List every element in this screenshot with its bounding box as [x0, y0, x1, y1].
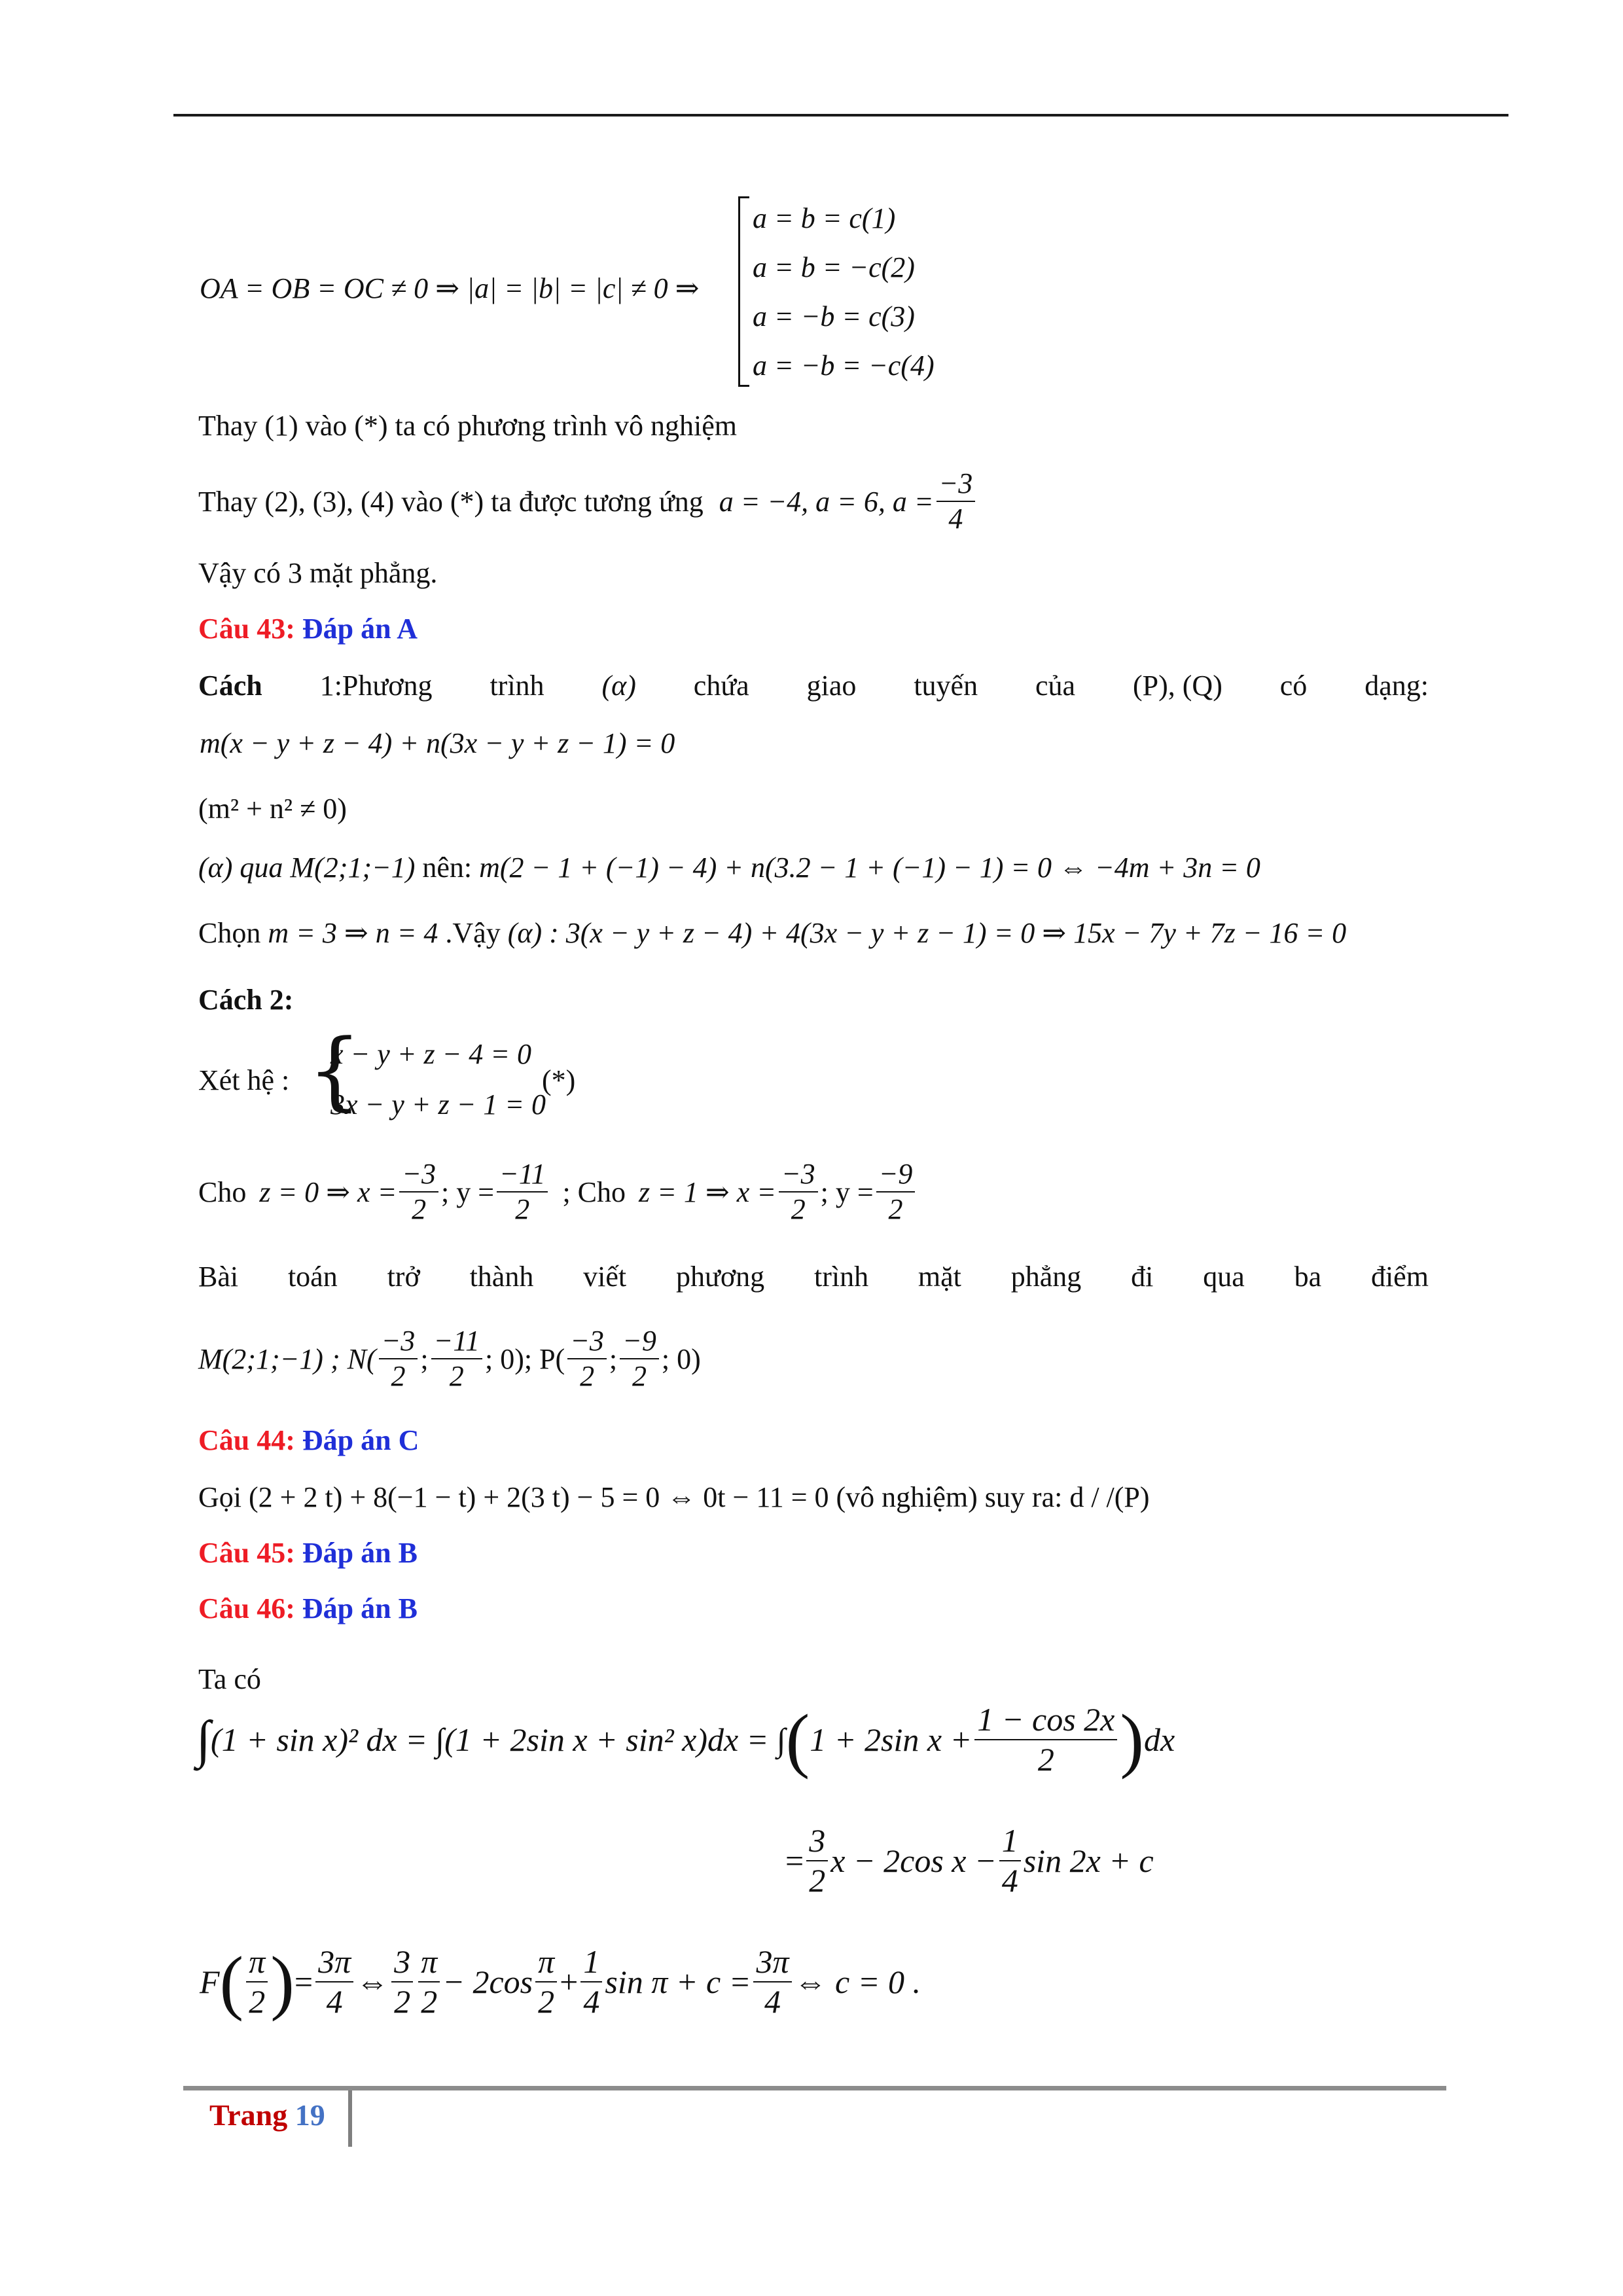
fraction-numerator: 1 − cos 2x — [974, 1702, 1117, 1740]
iff: ⇔ — [356, 1964, 389, 2000]
cases-bracket — [738, 196, 749, 387]
fraction-numerator: −3 — [779, 1158, 818, 1193]
fraction — [974, 1702, 1117, 1778]
fraction-numerator: π — [246, 1944, 268, 1982]
word: điểm — [1370, 1261, 1429, 1293]
word: thành — [469, 1261, 534, 1293]
fraction-denominator: 4 — [948, 503, 963, 535]
word: viết — [583, 1261, 627, 1293]
sin-term: sin π + c = — [605, 1964, 751, 2000]
word: đi — [1131, 1261, 1154, 1293]
fraction-denominator: 2 — [391, 1360, 406, 1393]
fraction-numerator: −9 — [876, 1158, 916, 1193]
plane-family-equation: m(x − y + z − 4) + n(3x − y + z − 1) = 0 — [200, 727, 675, 759]
cho-2-eq: z = 1 ⇒ x = — [639, 1175, 776, 1208]
fraction-denominator: 2 — [632, 1360, 647, 1393]
qua-mid: nên: — [422, 852, 473, 884]
fraction-denominator: 2 — [809, 1862, 826, 1899]
fraction — [431, 1325, 482, 1393]
fraction-denominator: 2 — [1037, 1741, 1054, 1778]
word: mặt — [918, 1261, 961, 1293]
fraction — [753, 1944, 791, 2020]
integral-expression: (1 + sin x)² dx = ∫(1 + 2sin x + sin² x)dx = ∫ — [210, 1721, 786, 1758]
question-number: Câu 44: — [198, 1424, 295, 1456]
word: Bài — [198, 1261, 239, 1293]
thay-2-fraction — [936, 468, 976, 535]
integral-sign: ∫ — [196, 1710, 211, 1768]
fraction-denominator: 4 — [583, 1983, 600, 2020]
system-brace: { — [308, 1020, 362, 1120]
fraction — [876, 1158, 916, 1226]
cos-term: − 2cos — [442, 1964, 533, 2000]
case-3: a = −b = c(3) — [753, 300, 915, 332]
points-m-n-start: M(2;1;−1) ; N( — [198, 1342, 376, 1375]
final-result: ⇔ c = 0 . — [794, 1964, 921, 2000]
fraction — [379, 1325, 418, 1393]
fraction-numerator: −3 — [379, 1325, 418, 1359]
f-label: F — [200, 1964, 220, 2000]
integral-line — [196, 1702, 1175, 1778]
fraction-denominator: 2 — [421, 1983, 438, 2020]
word: chứa — [693, 670, 749, 702]
fraction-denominator: 4 — [764, 1983, 781, 2020]
fraction — [580, 1944, 602, 2020]
fraction — [418, 1944, 440, 2020]
y-label: ; y = — [820, 1175, 874, 1208]
goi-line: Gọi (2 + 2 t) + 8(−1 − t) + 2(3 t) − 5 = 0 ⇔ 0t − 11 = 0 (vô nghiệm) suy ra: d / /(P) — [198, 1481, 1150, 1513]
point-p-end: ; 0) — [661, 1342, 701, 1375]
word: trình — [490, 670, 544, 702]
thay-2-values: a = −4, a = 6, a = — [719, 485, 934, 518]
ta-co-label: Ta có — [198, 1663, 261, 1695]
equals: = — [294, 1964, 313, 2000]
thay-2-prefix: Thay (2), (3), (4) vào (*) ta được tương ứng — [198, 485, 704, 518]
footer-label: Trang — [209, 2098, 288, 2132]
point-m: M(2;1;−1) — [290, 852, 416, 884]
fraction-numerator: −3 — [399, 1158, 438, 1193]
page-footer — [209, 2098, 325, 2132]
point-n-end: ; 0); P( — [484, 1342, 565, 1375]
word: có — [1279, 670, 1308, 702]
fraction — [567, 1325, 607, 1393]
fraction — [399, 1158, 438, 1226]
cau-46-heading — [198, 1592, 418, 1625]
three-points-line — [198, 1325, 701, 1393]
question-number: Câu 43: — [198, 613, 295, 645]
fraction-numerator: 3π — [315, 1944, 353, 1982]
cho-line — [198, 1158, 918, 1226]
fraction-numerator: 3 — [391, 1944, 413, 1982]
word: toán — [287, 1261, 338, 1293]
word: phương — [676, 1261, 765, 1293]
bai-toan-line — [198, 1260, 1429, 1293]
thay-1-line: Thay (1) vào (*) ta có phương trình vô nghiệm — [198, 410, 738, 442]
antiderivative-mid: x − 2cos x − — [830, 1842, 997, 1879]
cau-45-heading — [198, 1536, 418, 1570]
word: dạng: — [1364, 670, 1429, 702]
fraction — [391, 1944, 413, 2020]
case-2: a = b = −c(2) — [753, 251, 915, 283]
cau-44-heading — [198, 1424, 419, 1457]
word: 1:Phương — [319, 670, 433, 702]
question-number: Câu 45: — [198, 1537, 295, 1569]
separator: ; — [609, 1342, 618, 1375]
fraction-numerator: −11 — [497, 1158, 548, 1193]
word: trình — [813, 1261, 869, 1293]
fraction — [779, 1158, 818, 1226]
cau-43-heading — [198, 612, 418, 645]
footer-divider — [348, 2090, 352, 2147]
fraction-denominator: 2 — [249, 1983, 266, 2020]
fraction — [535, 1944, 557, 2020]
fraction-denominator: 2 — [394, 1983, 411, 2020]
nonzero-condition: (m² + n² ≠ 0) — [198, 793, 347, 825]
word: trở — [387, 1261, 420, 1293]
fraction-denominator: 4 — [1001, 1862, 1018, 1899]
page-number: 19 — [294, 2098, 325, 2132]
word: giao — [806, 670, 857, 702]
fraction-denominator: 2 — [888, 1193, 903, 1226]
footer-rule — [183, 2086, 1446, 2090]
cho-2-prefix: ; Cho — [562, 1175, 626, 1208]
fraction-numerator: 3 — [806, 1823, 828, 1861]
case-1: a = b = c(1) — [753, 202, 896, 234]
fraction-numerator: π — [418, 1944, 440, 1982]
qua-prefix: (α) qua — [198, 852, 283, 884]
fraction-denominator: 2 — [449, 1360, 464, 1393]
antiderivative-line — [785, 1823, 1154, 1899]
separator: ; — [420, 1342, 429, 1375]
word: phẳng — [1010, 1261, 1082, 1293]
system-tag: (*) — [542, 1064, 576, 1096]
y-label: ; y = — [440, 1175, 495, 1208]
word: của — [1035, 670, 1076, 702]
fraction-numerator: 1 — [580, 1944, 602, 1982]
fraction-denominator: 2 — [580, 1360, 595, 1393]
cho-1-eq: z = 0 ⇒ x = — [259, 1175, 397, 1208]
case-4: a = −b = −c(4) — [753, 350, 935, 382]
fraction-denominator: 2 — [412, 1193, 427, 1226]
chon-vay: .Vậy — [445, 917, 501, 949]
answer-label: Đáp án B — [302, 1537, 418, 1569]
chon-line — [198, 916, 1346, 950]
fraction-numerator: 1 — [999, 1823, 1021, 1861]
modulus-equation: OA = OB = OC ≠ 0 ⇒ |a| = |b| = |c| ≠ 0 ⇒ — [200, 272, 700, 304]
word: qua — [1203, 1261, 1245, 1293]
system-eq-2: 3x − y + z − 1 = 0 — [330, 1088, 546, 1121]
word: (P), (Q) — [1132, 670, 1222, 702]
fraction-numerator: −9 — [620, 1325, 659, 1359]
fraction — [246, 1944, 268, 2020]
fraction-numerator: −3 — [567, 1325, 607, 1359]
antiderivative-end: sin 2x + c — [1023, 1842, 1154, 1879]
dx: dx — [1144, 1721, 1175, 1758]
fraction-denominator: 2 — [791, 1193, 806, 1226]
cho-prefix: Cho — [198, 1175, 247, 1208]
header-rule — [173, 114, 1508, 117]
qua-line — [198, 851, 1260, 884]
fraction — [497, 1158, 548, 1226]
integral-inner: 1 + 2sin x + — [810, 1721, 972, 1758]
question-number: Câu 46: — [198, 1592, 295, 1624]
cach-1-line — [198, 669, 1429, 702]
qua-equation: m(2 − 1 + (−1) − 4) + n(3.2 − 1 + (−1) − 1) = 0 ⇔ −4m + 3n = 0 — [479, 852, 1260, 884]
fraction — [315, 1944, 353, 2020]
f-evaluation-line — [200, 1944, 921, 2020]
fraction-denominator: 4 — [326, 1983, 343, 2020]
fraction-denominator: 2 — [538, 1983, 555, 2020]
thay-2-line — [198, 468, 978, 535]
fraction — [806, 1823, 828, 1899]
system-eq-1: x − y + z − 4 = 0 — [330, 1038, 531, 1070]
plane-result: (α) : 3(x − y + z − 4) + 4(3x − y + z − 1) = 0 ⇒ 15x − 7y + 7z − 16 = 0 — [507, 917, 1347, 949]
answer-label: Đáp án A — [302, 613, 418, 645]
fraction-numerator: π — [535, 1944, 557, 1982]
chon-prefix: Chọn — [198, 917, 261, 949]
right-paren: ) — [270, 1942, 294, 2022]
fraction-numerator: −11 — [431, 1325, 482, 1359]
fraction-numerator: −3 — [936, 468, 976, 502]
fraction-numerator: 3π — [753, 1944, 791, 1982]
right-paren: ) — [1120, 1700, 1145, 1780]
word: tuyến — [914, 670, 978, 702]
xet-he-label: Xét hệ : — [198, 1064, 290, 1096]
answer-label: Đáp án C — [302, 1424, 419, 1456]
fraction — [999, 1823, 1021, 1899]
equals: = — [785, 1842, 804, 1879]
vay-line: Vậy có 3 mặt phẳng. — [198, 557, 438, 589]
word: (α) — [601, 670, 636, 702]
plus: + — [560, 1964, 579, 2000]
left-paren: ( — [785, 1700, 810, 1780]
cach-2-heading: Cách 2: — [198, 984, 294, 1016]
word: ba — [1294, 1261, 1322, 1293]
left-paren: ( — [219, 1942, 244, 2022]
fraction — [620, 1325, 659, 1393]
chon-equation: m = 3 ⇒ n = 4 — [268, 917, 438, 949]
fraction-denominator: 2 — [515, 1193, 530, 1226]
answer-label: Đáp án B — [302, 1592, 418, 1624]
word: Cách — [198, 670, 262, 702]
